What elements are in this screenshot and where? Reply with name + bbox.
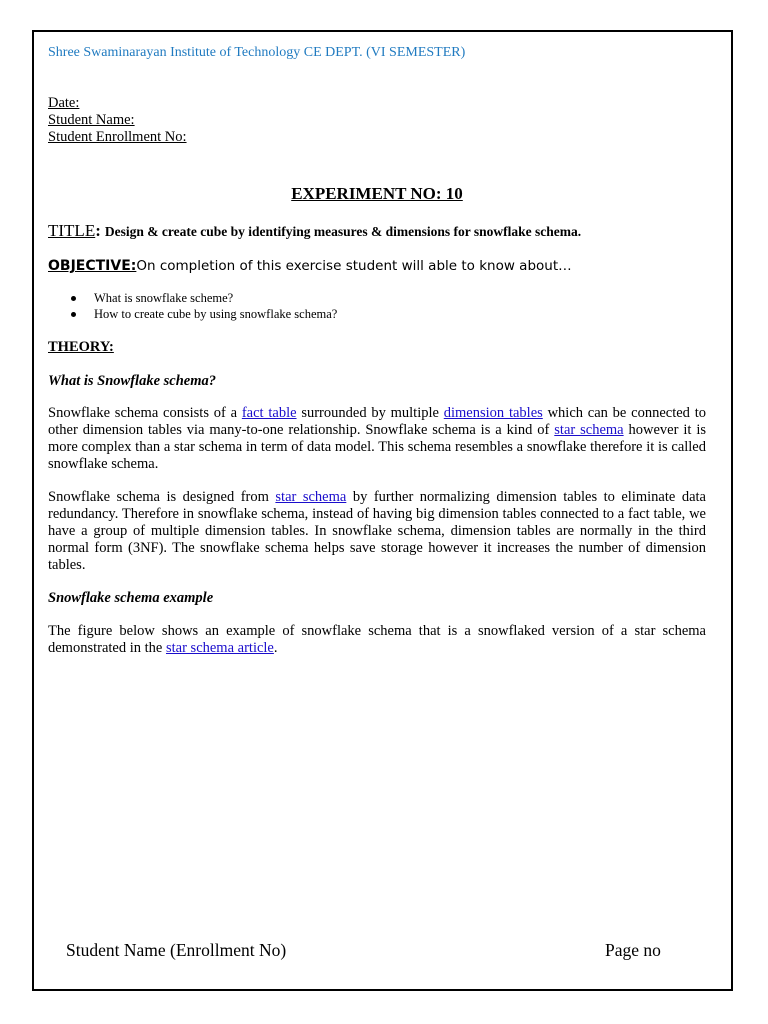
- theory-paragraph-2: [48, 489, 706, 574]
- institute-header: Shree Swaminarayan Institute of Technology CE DEPT. (VI SEMESTER): [48, 45, 466, 60]
- dimension-tables-link[interactable]: dimension tables: [443, 405, 543, 421]
- objective-item-text: How to create cube by using snowflake schema?: [94, 307, 338, 321]
- paragraph-text: Snowflake schema is designed from: [48, 489, 276, 505]
- objective-text: On completion of this exercise student will able to know about…: [136, 258, 572, 274]
- star-schema-link[interactable]: star schema: [275, 489, 347, 505]
- star-schema-link[interactable]: star schema: [554, 422, 624, 438]
- footer-page-label: Page no: [605, 940, 661, 960]
- experiment-heading: EXPERIMENT NO: 10: [291, 184, 463, 203]
- student-name-label: Student Name:: [48, 112, 135, 128]
- theory-heading: THEORY:: [48, 339, 114, 355]
- paragraph-text: The figure below shows an example of snowflake schema that is a snowflaked version of a star schema demonstrated in the: [48, 623, 706, 656]
- paragraph-text: surrounded by multiple: [296, 405, 444, 421]
- date-label: Date:: [48, 95, 80, 111]
- star-schema-article-link[interactable]: star schema article: [165, 640, 274, 656]
- objective-item: [48, 306, 337, 322]
- title-text: Design & create cube by identifying measures & dimensions for snowflake schema.: [104, 224, 582, 239]
- title-label: TITLE: [48, 221, 96, 240]
- objective-label: OBJECTIVE:: [48, 258, 137, 274]
- paragraph-text: .: [273, 640, 278, 656]
- student-info-block: [48, 95, 187, 146]
- title-colon: :: [95, 221, 101, 240]
- enrollment-label: Student Enrollment No:: [48, 129, 187, 145]
- bullet-icon: [71, 296, 76, 301]
- title-line: [48, 221, 581, 241]
- paragraph-text: by further normalizing dimension tables to eliminate data redundancy. Therefore in snowflake schema, instead of having big dimension tables connected to a fact table, we have a group of multiple dimension tables. In snowflake schema, dimension tables are normally in the third normal form (3NF). The snowflake schema helps save storage however it increases the number of dimension tables.: [48, 489, 706, 573]
- paragraph-text: however it is more complex than a star schema in term of data model. This schema resembles a snowflake therefore it is called snowflake schema.: [48, 422, 706, 472]
- paragraph-text: Snowflake schema consists of a: [48, 405, 242, 421]
- paragraph-text: which can be connected to other dimension tables via many-to-one relationship. Snowflake schema is a kind of: [48, 405, 706, 438]
- theory-paragraph-1: [48, 405, 706, 473]
- fact-table-link[interactable]: fact table: [241, 405, 297, 421]
- theory-paragraph-3: [48, 623, 706, 657]
- section-heading-what-is: What is Snowflake schema?: [48, 373, 216, 389]
- section-heading-example: Snowflake schema example: [48, 590, 214, 606]
- objective-line: [48, 257, 572, 275]
- bullet-icon: [71, 312, 76, 317]
- footer-student-label: Student Name (Enrollment No): [66, 940, 287, 960]
- objective-list: [48, 290, 337, 322]
- objective-item: [48, 290, 337, 306]
- objective-item-text: What is snowflake scheme?: [94, 291, 234, 305]
